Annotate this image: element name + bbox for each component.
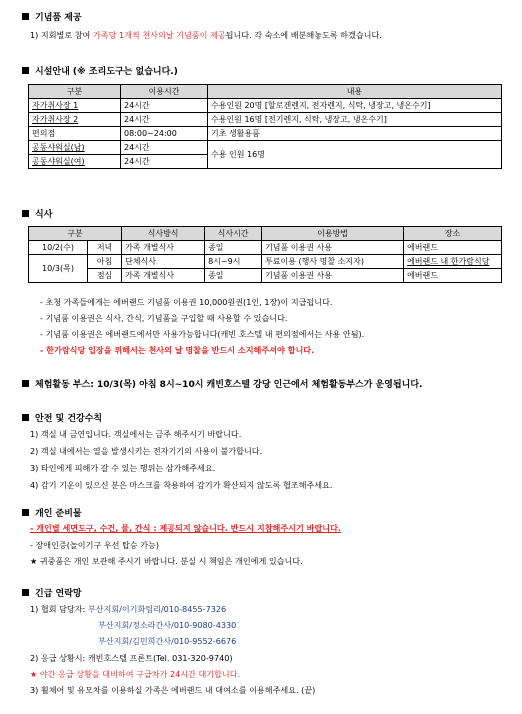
table-cell: 08:00~24:00 bbox=[121, 127, 208, 141]
meals-note: - 초청 가족들에게는 에버랜드 기념품 이용권 10,000원권(1인, 1장)이 지급됩니다. bbox=[40, 297, 333, 307]
bullet-square-icon bbox=[22, 210, 29, 217]
meals-heading: 식사 bbox=[22, 207, 52, 220]
table-cell: 24시간 bbox=[121, 99, 208, 113]
safety-item: 3) 타인에게 피해가 갈 수 있는 행위는 삼가해주세요. bbox=[30, 463, 216, 473]
table-row bbox=[29, 255, 502, 269]
table-row bbox=[29, 241, 502, 255]
table-cell: 기념품 이용권 사용 bbox=[262, 241, 404, 255]
safety-item: 1) 객실 내 금연입니다. 객실에서는 금주 해주시기 바랍니다. bbox=[30, 429, 242, 439]
table-cell: 가족 개별식사 bbox=[122, 241, 205, 255]
table-cell: 수용 인원 16명 bbox=[208, 141, 502, 169]
contact-staff-row: 1) 협회 담당자: 부산지회/이기화팀리/010-8455-7326 bbox=[30, 604, 227, 614]
safety-heading: 안전 및 건강수칙 bbox=[22, 411, 102, 424]
safety-item: 4) 감기 기운이 있으신 분은 마스크를 착용하여 감기가 확산되지 않도록 협조해주세요. bbox=[30, 480, 333, 490]
table-cell: 수용인원 16명 [전기렌지, 식탁, 냉장고, 냉온수기] bbox=[208, 113, 502, 127]
contact-emergency: 2) 응급 상황시: 캐빈호스텔 프론트(Tel. 031-320-9740) bbox=[30, 653, 233, 663]
table-header: 내용 bbox=[208, 85, 502, 99]
table-cell: 점심 bbox=[88, 269, 122, 283]
table-row bbox=[29, 269, 502, 283]
table-cell: 에버랜드 bbox=[404, 241, 502, 255]
table-cell: 24시간 bbox=[121, 155, 208, 169]
meals-note-red: - 한가람식당 입장을 위해서는 천사의 날 명찰을 반드시 소지해주셔야 합니다. bbox=[40, 345, 315, 355]
bullet-square-icon bbox=[22, 589, 29, 596]
personal-item: ★ 귀중품은 개인 보관해 주시기 바랍니다. 분실 시 책임은 개인에게 있습니다. bbox=[30, 556, 303, 566]
contact-wheelchair: 3) 휠체어 및 유모차를 이용하실 가족은 에버랜드 내 대여소를 이용해주세요. (끝) bbox=[30, 685, 316, 695]
safety-item: 2) 객실 내에서는 열을 발생시키는 전자기기의 사용이 불가합니다. bbox=[30, 446, 263, 456]
table-header: 식사방식 bbox=[122, 227, 205, 241]
contact-staff-row: 부산지회/정소라간사/010-9080-4330 bbox=[98, 620, 237, 630]
gift-line: 1) 지회별로 참여 가족당 1개씩 천사의날 기념품이 제공됩니다. 각 숙소에 배분해놓도록 하겠습니다. bbox=[30, 30, 382, 40]
bullet-square-icon bbox=[22, 380, 29, 387]
meals-table bbox=[28, 226, 502, 283]
table-cell: 공동샤워실(여) bbox=[29, 155, 121, 169]
table-header: 장소 bbox=[404, 227, 502, 241]
table-cell: 종일 bbox=[205, 241, 262, 255]
table-row bbox=[29, 99, 502, 113]
personal-item: - 장애인증(놀이기구 우선 탑승 가능) bbox=[30, 540, 159, 550]
table-cell: 자가취사장 2 bbox=[29, 113, 121, 127]
contact-staff-row: 부산지회/김민희간사/010-9552-6676 bbox=[98, 636, 237, 646]
table-cell: 24시간 bbox=[121, 113, 208, 127]
table-cell: 에버랜드 내 한가람식당 bbox=[404, 255, 502, 269]
table-header: 이용방법 bbox=[262, 227, 404, 241]
table-cell: 종일 bbox=[205, 269, 262, 283]
bullet-square-icon bbox=[22, 67, 29, 74]
table-cell: 8시~9시 bbox=[205, 255, 262, 269]
bullet-square-icon bbox=[22, 509, 29, 516]
table-cell: 수용인원 20명 [할로겐렌지, 전자렌지, 식탁, 냉장고, 냉온수기] bbox=[208, 99, 502, 113]
table-header: 구분 bbox=[29, 227, 122, 241]
table-cell: 에버랜드 bbox=[404, 269, 502, 283]
table-cell: 투료이용 (행사 명찰 소지자) bbox=[262, 255, 404, 269]
meals-note: - 기념품 이용권은 에버랜드에서만 사용가능합니다(캐빈 호스텔 내 편의점에서는 사용 안됨). bbox=[40, 329, 365, 339]
contact-ambulance: ★ 야간 응급 상황을 대비하여 구급차가 24시간 대기합니다. bbox=[30, 669, 241, 679]
meals-note: - 기념품 이용권은 식사, 간식, 기념품을 구입할 때 사용할 수 있습니다. bbox=[40, 313, 288, 323]
table-cell: 24시간 bbox=[121, 141, 208, 155]
experience-heading: 체험활동 부스: 10/3(목) 아침 8시~10시 캐빈호스텔 강당 인근에서 체험활동부스가 운영됩니다. bbox=[22, 377, 422, 390]
table-row bbox=[29, 127, 502, 141]
table-row bbox=[29, 141, 502, 155]
personal-item-red: - 개인별 세면도구, 수건, 물, 간식 : 제공되지 않습니다. 반드시 지참해주시기 바랍니다. bbox=[30, 523, 341, 533]
table-cell: 10/3(목) bbox=[29, 255, 88, 283]
personal-heading: 개인 준비물 bbox=[22, 506, 82, 519]
bullet-square-icon bbox=[22, 13, 29, 20]
contact-heading: 긴급 연락망 bbox=[22, 586, 82, 599]
table-header: 구분 bbox=[29, 85, 121, 99]
table-header: 이용시간 bbox=[121, 85, 208, 99]
facility-heading: 시설안내 (※ 조리도구는 없습니다.) bbox=[22, 64, 178, 77]
table-cell: 편의점 bbox=[29, 127, 121, 141]
gift-heading: 기념품 제공 bbox=[22, 10, 82, 23]
table-header: 식사시간 bbox=[205, 227, 262, 241]
table-cell: 기초 생활용품 bbox=[208, 127, 502, 141]
table-row bbox=[29, 113, 502, 127]
table-cell: 자가취사장 1 bbox=[29, 99, 121, 113]
table-cell: 가족 개별식사 bbox=[122, 269, 205, 283]
table-cell: 기념품 이용권 사용 bbox=[262, 269, 404, 283]
table-cell: 공동샤워실(남) bbox=[29, 141, 121, 155]
bullet-square-icon bbox=[22, 414, 29, 421]
table-cell: 저녁 bbox=[88, 241, 122, 255]
table-cell: 10/2(수) bbox=[29, 241, 88, 255]
table-cell: 단체식사 bbox=[122, 255, 205, 269]
facility-table bbox=[28, 84, 502, 169]
table-cell: 아침 bbox=[88, 255, 122, 269]
